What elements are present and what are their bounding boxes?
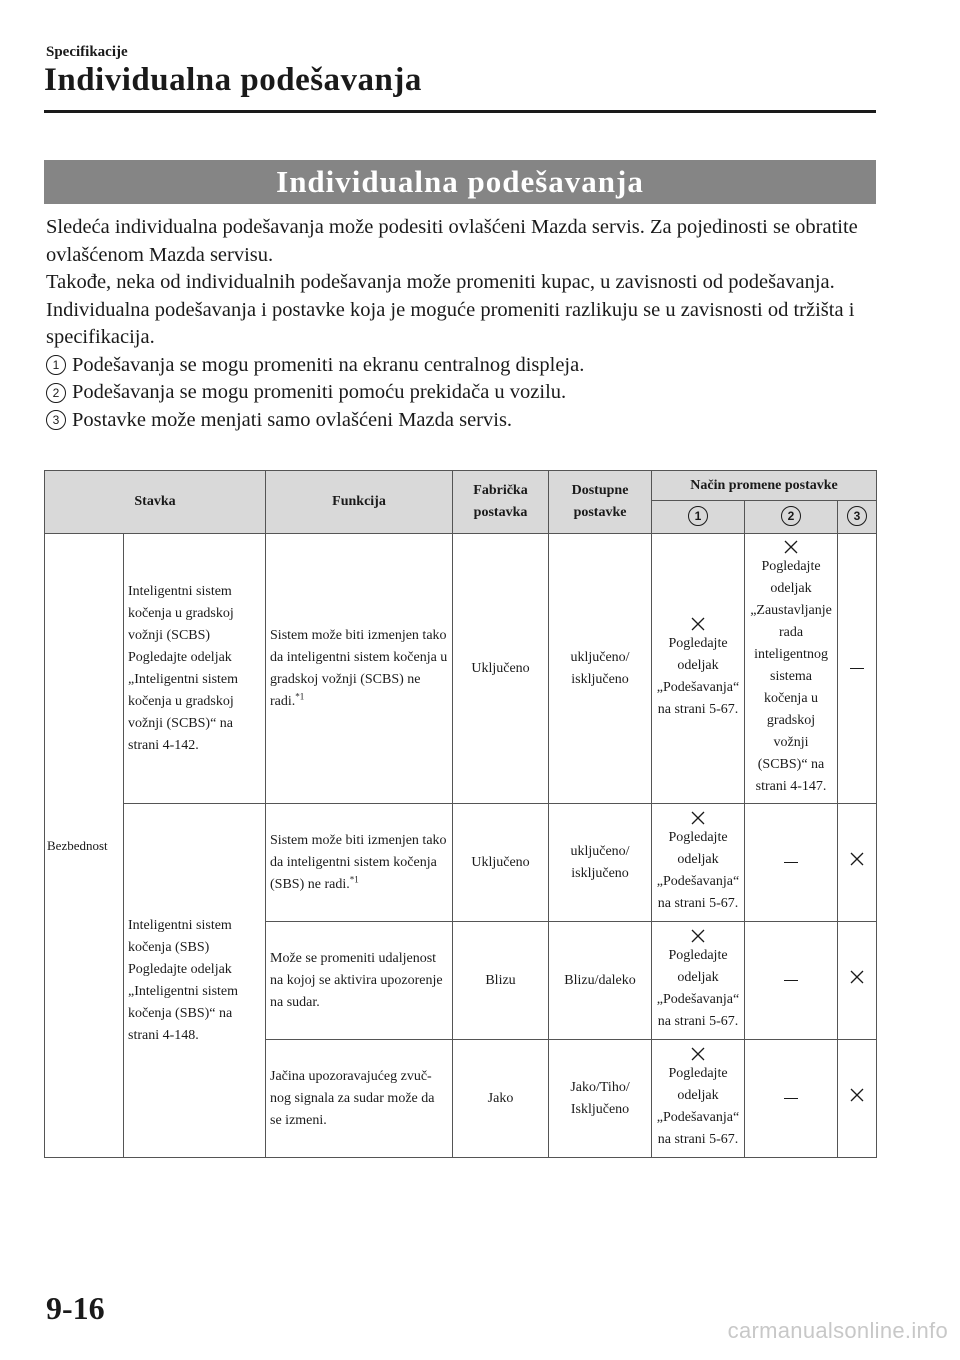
cross-icon — [690, 928, 706, 944]
funkcija-cell: Može se promeniti udaljenost na kojoj se aktivira upozorenje na sudar. — [266, 922, 453, 1040]
method-3-cell — [838, 922, 877, 1040]
fabricka-cell: Jako — [453, 1040, 549, 1158]
header-nacin: Način promene postavke — [652, 471, 877, 501]
intro-paragraph-2: Takođe, neka od individualnih podešavanja može promeniti kupac, u zavisnosti od podešavanja. — [46, 271, 835, 293]
table-row — [45, 534, 877, 804]
intro-paragraph-3: Individualna podešavanja i postavke koja je moguće promeniti razlikuju se u zavisnosti od tržišta i specifikacija. — [46, 298, 855, 348]
watermark: carmanualsonline.info — [727, 1318, 948, 1343]
legend-item-3 — [46, 407, 876, 435]
section-banner: Individualna podešavanja — [44, 160, 876, 204]
footnote-mark: *1 — [349, 873, 359, 884]
method-1-cell: Pogledajte odeljak „Podešavanja“ na strani 5-67. — [652, 804, 745, 922]
legend-text: Postavke može menjati samo ovlašćeni Mazda servis. — [72, 408, 513, 431]
legend-item-2 — [46, 379, 876, 407]
dash-icon — [784, 862, 798, 863]
cross-icon — [849, 969, 865, 985]
dostupne-cell: Jako/Tiho/ Isključeno — [549, 1040, 652, 1158]
circled-number-icon: 1 — [688, 506, 708, 526]
header-funkcija: Funkcija — [266, 471, 453, 534]
header-dostupne: Dostupne postavke — [549, 471, 652, 534]
fabricka-cell: Blizu — [453, 922, 549, 1040]
funkcija-cell: Sistem može biti izmenjen tako da inteligentni sistem kočenja u gradskoj vožnji (SCBS) ne radi.$^{*1}$ — [266, 534, 453, 804]
settings-table — [44, 470, 877, 1158]
method-2-cell — [745, 922, 838, 1040]
dostupne-cell: Blizu/daleko — [549, 922, 652, 1040]
method-2-cell: Pogledajte odeljak „Zaustavljanje rada inteligentnog sistema kočenja u gradskoj vožnji (SCBS)“ na strani 4-147. — [745, 534, 838, 804]
cross-icon — [690, 616, 706, 632]
fabricka-cell: Uključeno — [453, 804, 549, 922]
stavka-cell: Inteligentni sistem kočenja u gradskoj vožnji (SCBS) Pogledajte odeljak „Inteligentni sistem kočenja u gradskoj vožnji (SCBS)“ na strani 4-142. — [124, 534, 266, 804]
stavka-cell: Inteligentni sistem kočenja (SBS) Pogledajte odeljak „Inteligentni sistem kočenja (SBS)“ na strani 4-148. — [124, 804, 266, 1158]
header-method-3 — [838, 501, 877, 534]
page-title: Individualna podešavanja — [44, 62, 422, 98]
circled-number-icon: 3 — [847, 506, 867, 526]
cross-icon — [783, 539, 799, 555]
cross-icon — [690, 1046, 706, 1062]
page-number: 9-16 — [46, 1290, 105, 1326]
dash-icon — [784, 1098, 798, 1099]
circled-number-icon: 2 — [46, 383, 66, 403]
circled-number-icon: 3 — [46, 410, 66, 430]
section-label: Specifikacije — [46, 44, 128, 60]
cross-icon — [849, 851, 865, 867]
legend-item-1 — [46, 352, 876, 380]
circled-number-icon: 2 — [781, 506, 801, 526]
method-1-cell: Pogledajte odeljak „Podešavanja“ na strani 5-67. — [652, 922, 745, 1040]
intro-text — [46, 214, 876, 434]
cross-icon — [690, 810, 706, 826]
footnote-mark: *1 — [295, 690, 305, 701]
dash-icon — [784, 980, 798, 981]
cross-icon — [849, 1087, 865, 1103]
method-1-cell: Pogledajte odeljak „Podešavanja“ na strani 5-67. — [652, 534, 745, 804]
table-row — [45, 804, 877, 922]
method-3-cell — [838, 1040, 877, 1158]
intro-paragraph-1: Sledeća individualna podešavanja može podesiti ovlašćeni Mazda servis. Za pojedinosti se obratite ovlašćenom Mazda servisu. — [46, 216, 858, 266]
funkcija-cell: Sistem može biti izmenjen tako da inteligentni sistem kočenja (SBS) ne radi.$^{*1}$ — [266, 804, 453, 922]
legend-text: Podešavanja se mogu promeniti na ekranu centralnog displeja. — [72, 353, 585, 376]
circled-number-icon: 1 — [46, 355, 66, 375]
funkcija-cell: Jačina upozoravajućeg zvuč- nog signala za sudar može da se izmeni. — [266, 1040, 453, 1158]
category-cell: Bezbednost — [45, 534, 124, 1158]
legend-text: Podešavanja se mogu promeniti pomoću prekidača u vozilu. — [72, 381, 567, 403]
header-divider — [44, 110, 876, 113]
dostupne-cell: uključeno/ isključeno — [549, 534, 652, 804]
header-fabricka: Fabrička postavka — [453, 471, 549, 534]
method-3-cell — [838, 804, 877, 922]
method-1-cell: Pogledajte odeljak „Podešavanja“ na strani 5-67. — [652, 1040, 745, 1158]
dostupne-cell: uključeno/ isključeno — [549, 804, 652, 922]
method-3-cell — [838, 534, 877, 804]
header-stavka: Stavka — [45, 471, 266, 534]
header-method-2 — [745, 501, 838, 534]
method-2-cell — [745, 804, 838, 922]
dash-icon — [850, 668, 864, 669]
header-method-1 — [652, 501, 745, 534]
fabricka-cell: Uključeno — [453, 534, 549, 804]
method-2-cell — [745, 1040, 838, 1158]
